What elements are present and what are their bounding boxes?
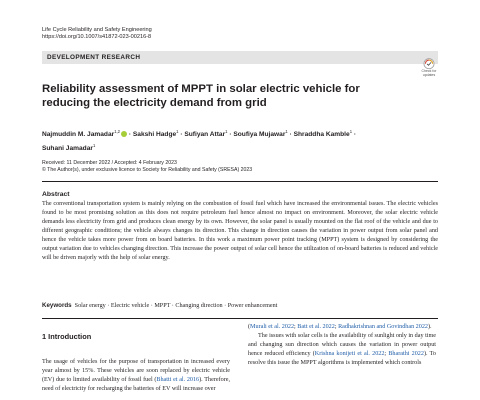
section-heading-introduction: 1 Introduction	[42, 332, 92, 341]
journal-header	[42, 27, 152, 42]
author-list: Najmuddin M. Jamadar$^{1,2}$ · Sakshi Hadge$^1$ · Sufiyan Attar$^1$ · Soufiya Mujawar$^1$ · Shraddha Kamble$^1$ · Suhani Jamadar$^1$	[42, 129, 357, 152]
orcid-icon[interactable]	[121, 131, 127, 137]
article-type-bar: DEVELOPMENT RESEARCH	[42, 51, 438, 64]
citation-link[interactable]: Krishna konijeti et al. 2022	[314, 350, 385, 357]
paragraph: The issues with solar cells is the availability of sunlight only in day time and changing sun direction which causes the variation in power output hence reduced efficiency (Krishna konijeti et al. 2022; Bharathi 2022). To resolve this issue the MPPT algorithms is implemented which controls	[248, 332, 436, 366]
received-accepted: Received: 11 December 2022 / Accepted: 4 February 2023	[42, 160, 177, 166]
citation-link[interactable]: Bhatti et al. 2016	[156, 376, 200, 383]
author[interactable]: Najmuddin M. Jamadar$^{1,2}$	[42, 131, 127, 138]
copyright-notice: © The Author(s), under exclusive licence to Society for Reliability and Safety (SRESA) 2023	[42, 167, 253, 174]
abstract-heading: Abstract	[42, 191, 70, 198]
author[interactable]: Suhani Jamadar$^1$	[42, 142, 96, 152]
paper-title: Reliability assessment of MPPT in solar electric vehicle for reducing the electricity demand from grid	[42, 83, 360, 109]
abstract-text: The conventional transportation system is mainly relying on the combustion of fossil fuel which have increased the environmental issues. The electric vehicles found to be most promising solution as this does not require petroleum fuel hence almost no impact on environment. Moreover, the solar electric vehicle demands less electricity from grid and produces clean energy by its own. However, the solar panel is usually mounted on the flat roof of the vehicle and due to different geographic conditions; the vehicle always changes its direction. This change in direction causes the variation in power output from solar panel and hence the vehicle takes more power from on board batteries. In this work a maximum power point tracking (MPPT) system is designed by considering the output variation due to vehicles changing direction. This increase the power output of solar cell hence the utilization of on-board batteries is reduced and vehicle will be driven majorly with the help of solar energy.	[42, 201, 438, 261]
check-for-updates-icon	[423, 58, 435, 69]
citation-link[interactable]: Murali et al. 2022	[250, 324, 295, 330]
check-for-updates-badge[interactable]	[419, 58, 439, 78]
author[interactable]: Sufiyan Attar$^1$	[184, 129, 228, 138]
check-for-updates-label: Check for updates	[421, 69, 437, 78]
citation-link[interactable]: Bharathi 2022	[388, 350, 424, 357]
intro-left-column: The usage of vehicles for the purpose of transportation in increased every year almost by 15%. These vehicles are soon replaced by electric vehicle (EV) due to limited availability of fossil fuel (Bhatti et al. 2016). Therefore, need of electricity for recharging the batteries of EV will increase over	[42, 359, 231, 392]
doi-link[interactable]: https://doi.org/10.1007/s41872-023-00216-8	[42, 34, 152, 41]
journal-name: Life Cycle Reliability and Safety Engineering	[42, 27, 152, 33]
keywords-label: Keywords	[42, 302, 72, 309]
citation-link[interactable]: Batt et al. 2022	[297, 324, 335, 330]
keywords	[42, 302, 277, 309]
intro-right-column	[248, 323, 436, 368]
author[interactable]: Shraddha Kamble$^1$	[293, 129, 353, 138]
author[interactable]: Soufiya Mujawar$^1$	[233, 129, 288, 138]
paragraph: (Murali et al. 2022; Batt et al. 2022; Radhakrishnan and Govindhan 2022).	[248, 324, 432, 330]
divider	[42, 181, 438, 182]
article-dates	[42, 160, 252, 174]
citation-link[interactable]: Radhakrishnan and Govindhan 2022	[338, 324, 428, 330]
author[interactable]: Sakshi Hadge$^1$	[132, 129, 179, 138]
keywords-text: Solar energy · Electric vehicle · MPPT · Changing direction · Power enhancement	[74, 303, 278, 309]
divider	[42, 318, 438, 319]
